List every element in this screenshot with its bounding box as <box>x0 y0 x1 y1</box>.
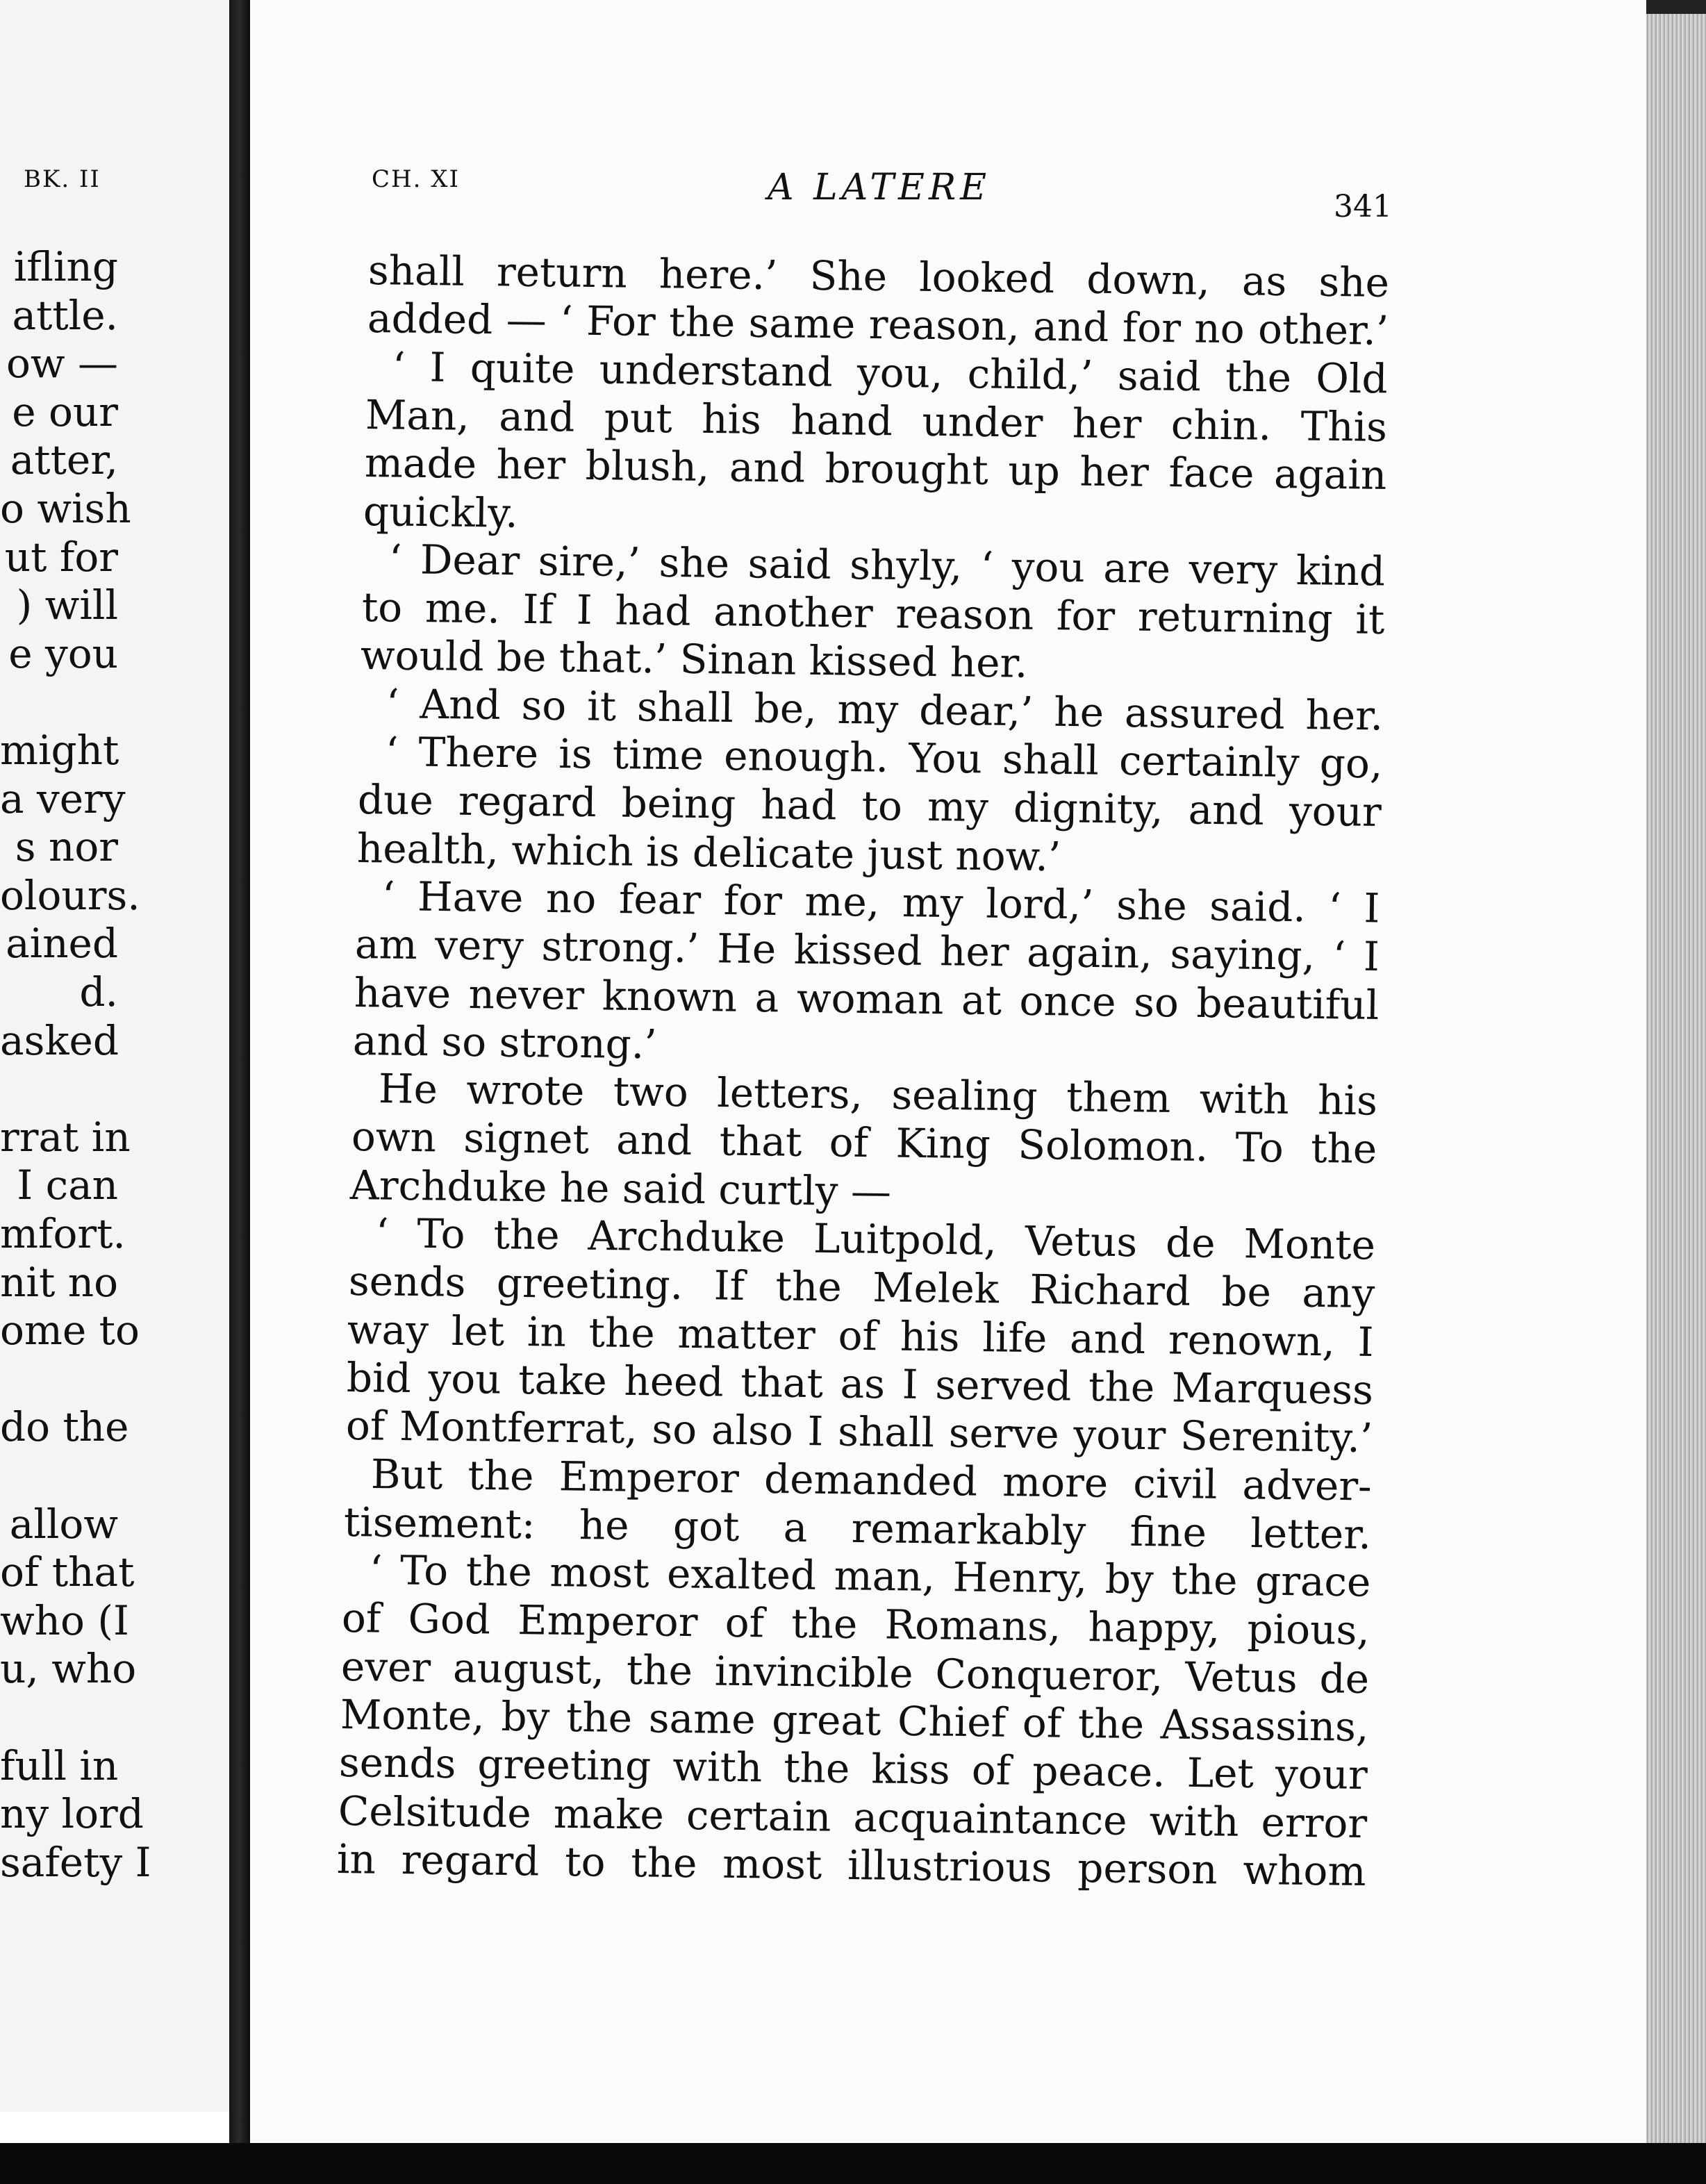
text-line: sends greeting. If the Melek Richard be any <box>348 1257 1375 1318</box>
left-page-line: I can <box>17 1161 118 1209</box>
text-line: of God Emperor of the Romans, happy, pious, <box>341 1594 1370 1655</box>
text-line: in regard to the most illustrious person whom <box>337 1835 1367 1895</box>
text-line: would be that.’ Sinan kissed her. <box>360 631 1028 688</box>
chapter-label: CH. XI <box>372 165 460 193</box>
page-number: 341 <box>1334 189 1392 224</box>
text-line: Man, and put his hand under her chin. This <box>365 390 1388 451</box>
text-line: bid you take heed that as I served the Marquess <box>346 1353 1374 1414</box>
page-edges <box>1646 14 1706 2184</box>
left-page-line: do the <box>0 1403 129 1451</box>
left-page-line: ome to <box>0 1307 140 1355</box>
text-line: tisement: he got a remarkably fine letter. <box>343 1498 1372 1558</box>
left-page-line: a very <box>0 775 126 822</box>
text-line: ‘ There is time enough. You shall certainly go, <box>385 728 1383 788</box>
text-line: Celsitude make certain acquaintance with error <box>338 1787 1368 1847</box>
running-title: A LATERE <box>768 167 991 208</box>
book-gutter <box>229 0 250 2184</box>
text-line: am very strong.’ He kissed her again, saying, ‘ I <box>354 920 1380 981</box>
left-page-line: who (I <box>0 1596 129 1644</box>
text-line: sends greeting with the kiss of peace. Let your <box>338 1739 1368 1799</box>
text-line: health, which is delicate just now.’ <box>356 824 1061 880</box>
text-line: way let in the matter of his life and renown, I <box>347 1305 1375 1366</box>
left-page-line: full in <box>0 1742 119 1789</box>
text-line: Archduke he said curtly — <box>349 1161 892 1216</box>
text-line: ‘ To the Archduke Luitpold, Vetus de Monte <box>375 1209 1376 1269</box>
text-line: and so strong.’ <box>352 1016 658 1068</box>
left-page <box>0 0 229 2112</box>
left-page-line: atter, <box>10 436 118 484</box>
text-line: due regard being had to my dignity, and your <box>357 776 1382 836</box>
left-page-line: nit no <box>0 1258 118 1306</box>
text-line: He wrote two letters, sealing them with his <box>378 1065 1378 1125</box>
text-line: of Montferrat, so also I shall serve your Serenity.’ <box>345 1402 1373 1462</box>
left-page-line: o wish <box>0 485 131 532</box>
text-line: ‘ Have no fear for me, my lord,’ she said. ‘ I <box>382 872 1381 932</box>
left-page-line: e you <box>8 629 118 677</box>
left-page-line: ained <box>6 920 118 968</box>
text-line: ‘ Dear sire,’ she said shyly, ‘ you are very kind <box>388 535 1386 595</box>
left-page-line: allow <box>9 1500 118 1548</box>
left-page-line: ow — <box>6 340 118 388</box>
left-page-line: s nor <box>15 823 118 871</box>
text-line: own signet and that of King Solomon. To the <box>351 1113 1377 1173</box>
left-page-line: d. <box>79 968 118 1016</box>
left-page-line: might <box>0 727 119 774</box>
left-page-line: asked <box>0 1016 119 1064</box>
text-line: ‘ To the most exalted man, Henry, by the grace <box>369 1546 1371 1606</box>
scan-bottom-border <box>0 2143 1706 2184</box>
text-line: quickly. <box>363 487 519 537</box>
text-line: have never known a woman at once so beautiful <box>354 968 1380 1029</box>
left-page-line: ut for <box>4 533 118 581</box>
left-page-line: ) will <box>16 581 118 629</box>
left-page-line: rrat in <box>0 1113 131 1161</box>
text-line: made her blush, and brought up her face again <box>364 439 1387 499</box>
left-page-line: of that <box>0 1548 135 1596</box>
left-page-line: olours. <box>0 871 140 919</box>
text-line: But the Emperor demanded more civil adver- <box>370 1450 1373 1510</box>
text-line: ‘ And so it shall be, my dear,’ he assured her. <box>386 679 1384 740</box>
left-page-header: BK. II <box>24 165 101 193</box>
left-page-line: u, who <box>0 1645 137 1693</box>
left-page-line: e our <box>12 388 118 436</box>
left-page-line: ifling <box>13 243 118 290</box>
left-page-line: safety I <box>0 1838 151 1886</box>
left-page-line: mfort. <box>0 1210 126 1257</box>
text-line: Monte, by the same great Chief of the Assassins, <box>340 1691 1369 1751</box>
text-line: ever august, the invincible Conqueror, Vetus de <box>340 1642 1370 1703</box>
left-page-line: attle. <box>12 291 118 339</box>
text-line: ‘ I quite understand you, child,’ said the Old <box>392 342 1389 403</box>
text-line: added — ‘ For the same reason, and for no other.’ <box>367 295 1389 355</box>
text-line: shall return here.’ She looked down, as she <box>367 247 1390 306</box>
text-line: to me. If I had another reason for returning it <box>361 584 1385 644</box>
left-page-line: ny lord <box>0 1790 144 1838</box>
